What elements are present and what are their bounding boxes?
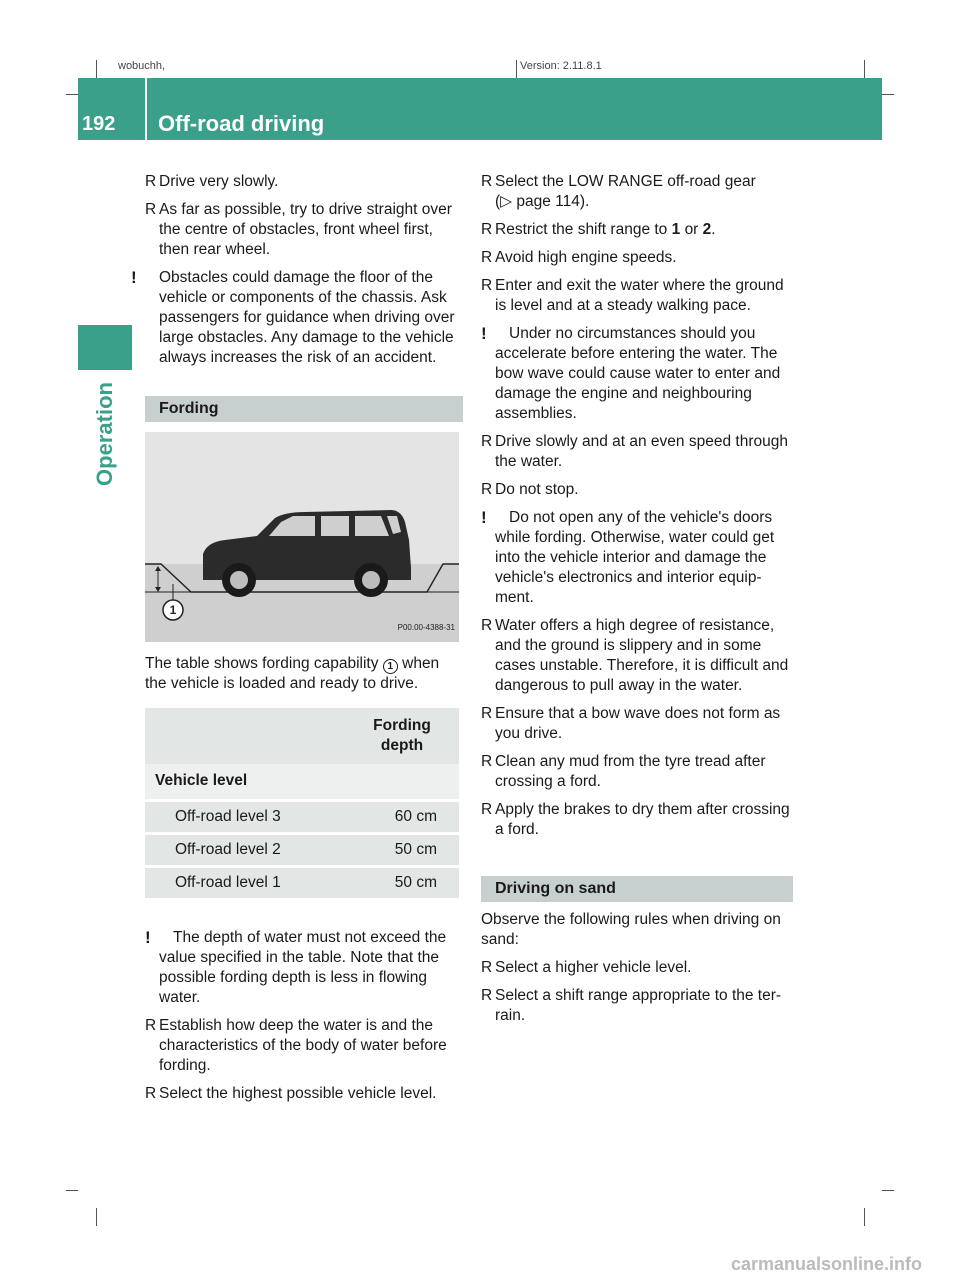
crop-mark <box>864 1208 865 1226</box>
bullet-icon: R <box>481 481 493 498</box>
bullet-icon: R <box>481 705 493 722</box>
list-item: R Select the highest possible vehicle level. <box>145 1084 437 1102</box>
print-meta-right: Version: 2.11.8.1 <box>520 60 602 72</box>
bullet-icon: R <box>145 201 157 218</box>
list-item: R Select a shift range appropriate to the ter-rain. <box>481 987 782 1024</box>
side-tab-label: Operation <box>92 382 117 486</box>
list-item: R Select a higher vehicle level. <box>481 959 692 976</box>
list-item: R Ensure that a bow wave does not form as you drive. <box>481 705 781 742</box>
right-column <box>481 172 799 1034</box>
figure-callout: 1 <box>169 603 177 617</box>
page-title: Off-road driving <box>158 111 325 136</box>
list-item: R As far as possible, try to drive straight over the centre of obstacles, front wheel first, then rear wheel. <box>145 201 452 258</box>
table-row: Off-road level 3 60 cm <box>145 800 459 833</box>
bullet-icon: R <box>145 1016 157 1034</box>
list-item: R Select the LOW RANGE off-road gear (▷ page 114). <box>481 173 756 210</box>
bullet-icon: R <box>145 173 157 190</box>
table-group-row <box>145 764 459 800</box>
crop-mark <box>66 1190 78 1191</box>
bullet-icon: R <box>481 173 493 190</box>
warning-note: ! The depth of water must not exceed the value specified in the table. Note that the possible fording depth is less in flowing water. <box>145 927 447 1006</box>
warning-icon: ! <box>481 508 487 527</box>
warning-icon: ! <box>481 324 487 343</box>
crop-mark <box>882 1190 894 1191</box>
bullet-icon: R <box>481 753 493 770</box>
warning-note: ! Do not open any of the vehicle's doors while fording. Otherwise, water could get into the vehicle interior and damage the vehicle's electronics and interior equip-ment. <box>481 508 775 606</box>
side-tab <box>78 325 132 370</box>
bullet-icon: R <box>481 959 493 976</box>
page-number: 192 <box>82 113 116 135</box>
warning-icon: ! <box>145 927 151 947</box>
table-group-label: Vehicle level <box>155 772 248 790</box>
crop-mark <box>516 60 517 78</box>
header-divider <box>145 78 147 140</box>
list-item: R Water offers a high degree of resistance, and the ground is slippery and in some cases unstable. Therefore, it is difficult and dangerous to pull away in the water. <box>481 617 789 694</box>
bullet-icon: R <box>481 277 493 294</box>
warning-note: ! Under no circumstances should you accelerate before entering the water. The bow wave could cause water to enter and damage the engine and neighbouring assemblies. <box>481 324 781 422</box>
bullet-icon: R <box>481 987 493 1004</box>
crop-mark <box>66 94 78 95</box>
table-column-header: Fording depth <box>373 717 431 754</box>
fording-table <box>145 708 459 898</box>
figure-code: P00.00-4388-31 <box>397 623 455 632</box>
crop-mark <box>96 60 97 78</box>
list-item: R Restrict the shift range to 1 or 2. <box>481 221 716 238</box>
list-item: R Enter and exit the water where the ground is level and at a steady walking pace. <box>481 277 784 314</box>
page-reference[interactable]: (▷ page 114). <box>495 193 590 210</box>
list-item: R Apply the brakes to dry them after crossing a ford. <box>481 801 790 838</box>
table-row: Off-road level 1 50 cm <box>145 866 459 898</box>
warning-icon: ! <box>131 268 137 287</box>
callout-1-icon: 1 <box>383 659 398 674</box>
list-item: R Drive slowly and at an even speed through the water. <box>481 433 788 470</box>
left-column <box>131 172 463 1112</box>
table-header-row <box>145 708 459 764</box>
list-item: R Drive very slowly. <box>145 173 279 190</box>
bullet-icon: R <box>481 801 493 818</box>
fording-figure <box>145 432 459 642</box>
fording-heading: Fording <box>145 396 463 422</box>
bullet-icon: R <box>481 221 493 238</box>
bullet-icon: R <box>481 433 493 450</box>
table-intro: The table shows fording capability 1 when the vehicle is loaded and ready to drive. <box>145 655 440 692</box>
crop-mark <box>882 94 894 95</box>
list-item: R Clean any mud from the tyre tread after crossing a ford. <box>481 753 766 790</box>
crop-mark <box>96 1208 97 1226</box>
table-row: Off-road level 2 50 cm <box>145 833 459 866</box>
list-item: R Avoid high engine speeds. <box>481 249 677 266</box>
list-item: R Establish how deep the water is and the characteristics of the body of water before fording. <box>145 1016 447 1074</box>
suv-fording-illustration <box>145 432 459 642</box>
print-meta-left: wobuchh, <box>118 60 166 72</box>
warning-note: ! Obstacles could damage the floor of the vehicle or components of the chassis. Ask passengers for guidance when driving over large obstacles. Any damage to the vehicle always increases the risk of an accident. <box>131 268 455 366</box>
bullet-icon: R <box>481 249 493 266</box>
sand-intro: Observe the following rules when driving on sand: <box>481 911 781 948</box>
bullet-icon: R <box>145 1084 157 1102</box>
footer-watermark: carmanualsonline.info <box>730 1254 922 1274</box>
bullet-icon: R <box>481 617 493 634</box>
list-item: R Do not stop. <box>481 481 579 498</box>
crop-mark <box>864 60 865 78</box>
driving-on-sand-heading: Driving on sand <box>481 876 793 902</box>
